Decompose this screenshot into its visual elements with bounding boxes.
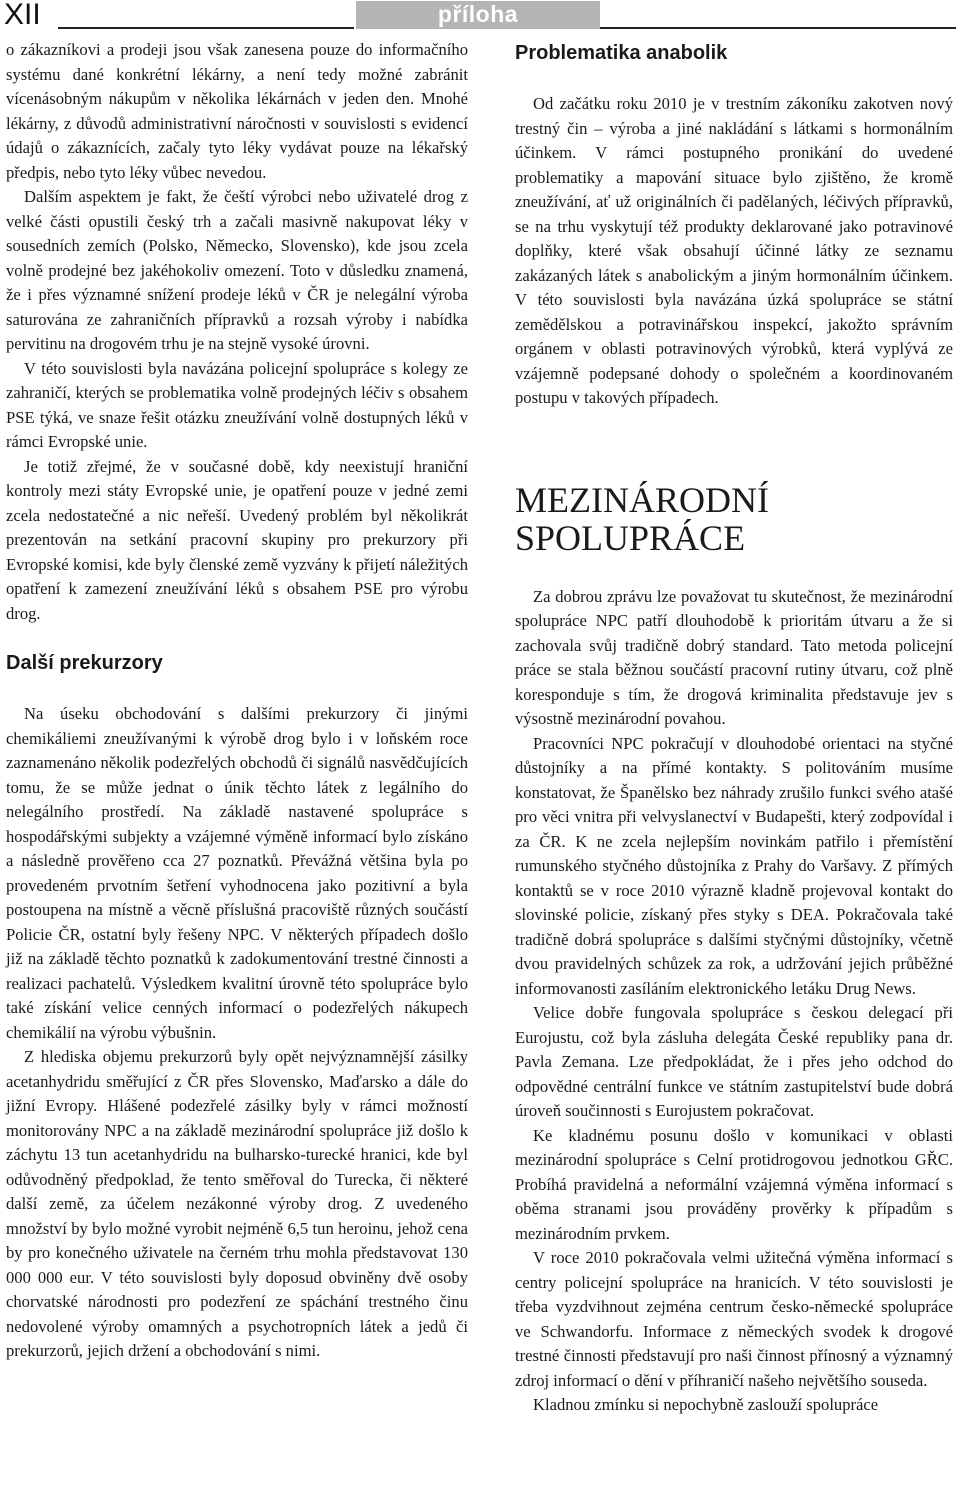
section-heading-anabolika: Problematika anabolik [515, 42, 728, 64]
paragraph: Z hlediska objemu prekurzorů byly opět nejvýznamnější zásilky acetanhydridu směřující z ČR přes Slovensko, Maďarsko a dále do jižní Evropy. Hlášené podezřelé zásilky byly v rámci možností monitorovány NPC a na základě mezinárodní spolupráce již došlo k záchytu 13 tun acetanhydridu na bulharsko-turecké hranici, kde byl odůvodněný předpoklad, že tento směřoval do Turecka, či některé další země, za účelem nezákonné výroby drog. Z uvedeného množství by bylo možné vyrobit nejméně 6,5 tun heroinu, jehož cena by pro konečného uživatele na černém trhu mohla představovat 130 000 000 eur. V této souvislosti byly doposud obviněny dvě osoby chorvatské národnosti pro podezření ze spáchání trestného činu nedovolené výroby omamných a psychotropních látek a jedů či prekurzorů, jejich držení a obchodování s nimi. [6, 1047, 468, 1360]
paragraph: Je totiž zřejmé, že v současné době, kdy neexistují hraniční kontroly mezi státy Evropské unie, je opatření pouze v jedné zemi zcela nedostatečné a nic neřeší. Uvedený problém byl několikrát prezentován na setkání pracovní skupiny pro prekurzory při Evropské komisi, kde byly členské země vyzvány k přijetí náležitých opatření k zamezení zneužívání léků s obsahem PSE pro výrobu drog. [6, 456, 468, 623]
paragraph: Od začátku roku 2010 je v trestním zákoníku zakotven nový trestný čin – výroba a jiné nakládání s látkami s hormonálním účinkem. V rámci postupného pronikání do uvedené problematiky a mapování situace bylo zjištěno, že kromě zneužívání, ať už originálních či padělaných, léčivých přípravků, se na trhu vyskytují též produkty deklarované jako potravinové doplňky, které však obsahují účinné látky ze seznamu zakázaných látek s anabolickým a jiným hormonálním účinkem. V této souvislosti byla navázána úzká spolupráce se státní zemědělskou a potravinářskou inspekcí, jakožto správním orgánem v oblasti potravinových výrobků, která vyplývá ze vzájemně podepsané dohody o společném a koordinovaném postupu v takových případech. [515, 94, 953, 407]
paragraph: Kladnou zmínku si nepochybně zaslouží spolupráce [533, 1395, 879, 1414]
page-number: XII [4, 0, 41, 31]
major-heading-line: SPOLUPRÁCE [515, 517, 746, 558]
paragraph: Za dobrou zprávu lze považovat tu skutečnost, že mezinárodní spolupráce NPC patří dlouhodobě k prioritám útvaru a že si zachovala svůj tradičně dobrý standard. Tato metoda policejní práce se stala běžnou součástí pracovní rutiny útvaru, což plně koresponduje s tím, že drogová kriminalita představuje jev s výsostně mezinárodní povahou. [515, 586, 953, 728]
paragraph: Na úseku obchodování s dalšími prekurzory či jinými chemikáliemi zneužívanými k výrobě drog bylo i v loňském roce zaznamenáno několik podezřelých obchodů či signálů nasvědčujících tomu, že se může jednat o únik těchto látek z legálního do nelegálního prostředí. Na základě nastavené spolupráce s hospodářskými subjekty a vzájemné výměně informací bylo získáno a následně prověřeno cca 27 poznatků. Převážná většina byla po provedeném prvotním šetření vyhodnocena jako pozitivní a byla postoupena na místně a věcně příslušná pracoviště různých součástí Policie ČR, ostatní byly řešeny NPC. V některých případech došlo již na základě těchto poznatků k zadokumentování trestné činnosti a realizaci pachatelů. Výsledkem kvalitní úrovně této spolupráce bylo také získání velice cenných informací o podezřelých nákupech chemikálií na výrobu výbušnin. [6, 704, 468, 1042]
paragraph: o zákazníkovi a prodeji jsou však zanesena pouze do informačního systému dané konkrétní lékárny, a není tedy možné zabránit vícenásobným nákupům v několika lékárnách v jeden den. Mnohé lékárny, z důvodů administrativní náročnosti v souvislosti s evidencí údajů o zákaznících, začaly tyto léky vydávat pouze na lékařský předpis, nebo tyto léky vůbec nevedou. [6, 40, 468, 182]
right-column [515, 38, 953, 1418]
section-label: příloha [356, 1, 600, 29]
header-rule-right [600, 27, 956, 29]
section-heading-dalsi-prekurzory: Další prekurzory [6, 652, 163, 674]
left-column [6, 38, 468, 1364]
paragraph: V roce 2010 pokračovala velmi užitečná výměna informací s centry policejní spolupráce na hranicích. V této souvislosti je třeba vyzdvihnout zejména centrum česko-německé spolupráce ve Schwandorfu. Informace z německých svodek k drogové trestné činnosti představují pro naši činnost přínosný a významný zdroj informací o dění v příhraničí našeho největšího souseda. [515, 1248, 953, 1390]
paragraph: Ke kladnému posunu došlo v komunikaci v oblasti mezinárodní spolupráce s Celní protidrogovou jednotkou GŘC. Probíhá pravidelná a neformální vzájemná výměna informací s oběma stranami jsou prováděny prověrky k případům s mezinárodním prvkem. [515, 1125, 953, 1243]
paragraph: Pracovníci NPC pokračují v dlouhodobé orientaci na styčné důstojníky a na přímé kontakty. S politováním musíme konstatovat, že Španělsko bez náhrady zrušilo funkci svého atašé pro věci vnitra při velvyslanectví v Budapešti, který zodpovídal i za ČR. K ne zcela nejlepším novinkám patřilo i přemístění rumunského styčného důstojníka z Prahy do Varšavy. Z přímých kontaktů se v roce 2010 výrazně kladně projevoval kontakt do slovinské policie, získaný přes styky s DEA. Pokračovala také tradičně dobrá spolupráce s dalšími styčnými důstojníky, včetně dvou pravidelných schůzek za rok, a udržování jejich průběžné informovanosti zasíláním elektronického letáku Drug News. [515, 733, 953, 998]
major-heading-line: MEZINÁRODNÍ [515, 479, 769, 520]
paragraph: Velice dobře fungovala spolupráce s českou delegací při Eurojustu, což byla zásluha delegáta České republiky pana dr. Pavla Zemana. Lze předpokládat, že i přes jeho odchod do odpovědné centrální funkce ve státním zastupitelství bude dobrá úroveň součinnosti s Eurojustem pokračovat. [515, 1003, 953, 1120]
paragraph: V této souvislosti byla navázána policejní spolupráce s kolegy ze zahraničí, kterých se problematika volně prodejných léčiv s obsahem PSE týká, ve snaze řešit otázku zneužívání volně dostupných léků v rámci Evropské unie. [6, 358, 468, 451]
header-rule-left [58, 27, 354, 29]
major-heading [515, 481, 953, 557]
paragraph: Dalším aspektem je fakt, že čeští výrobci nebo uživatelé drog z velké části opustili český trh a začali masivně nakupovat léky v sousedních zemích (Polsko, Německo, Slovensko), kde jsou zcela volně prodejné bez jakéhokoliv omezení. Toto v důsledku znamená, že i přes významné snížení prodeje léků v ČR je nelegální výroba saturována ze zahraničních přípravků a rozsah výroby i nabídka pervitinu na drogovém trhu je na stejně vysoké úrovni. [6, 187, 468, 353]
